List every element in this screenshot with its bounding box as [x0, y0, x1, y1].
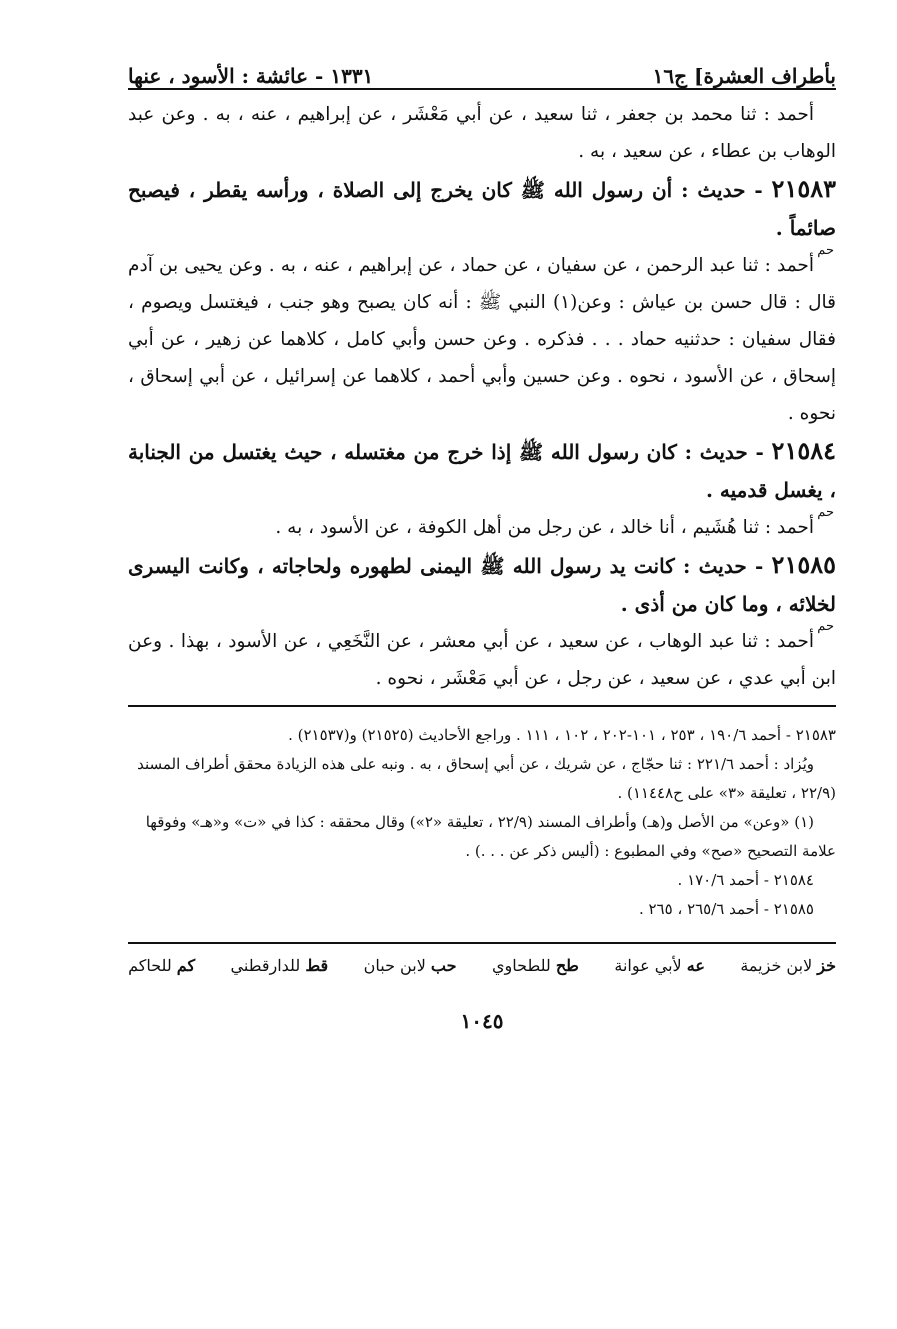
header-left: ١٣٣١ - عائشة : الأسود ، عنها [128, 64, 374, 88]
footnote: ٢١٥٨٥ - أحمد ٢٦٥/٦ ، ٢٦٥ . [638, 900, 814, 918]
page-number: ١٠٤٥ [460, 1009, 504, 1033]
paragraph: أحمد : ثنا عبد الرحمن ، عن سفيان ، عن حماد ، عن إبراهيم ، عنه ، به . وعن يحيى بن آدم قال : قال حسن بن عياش : وعن(١) النبي ﷺ : أنه كان يصبح وهو جنب ، فيغتسل ويصوم ، فقال سفيان : حدثنيه حماد . . . فذكره . وعن حسن وأبي كامل ، كلاهما عن زهير ، عن أبي إسحاق ، عن الأسود ، نحوه . وعن حسين وأبي أحمد ، كلاهما عن إسرائيل ، عن أبي إسحاق ، نحوه . [128, 255, 837, 424]
hadith-number: ٢١٥٨٤ [771, 436, 836, 465]
footnote: ويُزاد : أحمد ٢٢١/٦ : ثنا حجّاج ، عن شريك ، عن أبي إسحاق ، به . ونبه على هذه الزيادة محقق أطراف المسند (٢٢/٩ ، تعليقة «٣» على ح١١٤٤٨) . [137, 755, 836, 802]
legend-item: كم للحاكم [128, 956, 196, 975]
footnote: ٢١٥٨٣ - أحمد ١٩٠/٦ ، ٢٥٣ ، ١٠١-٢٠٢ ، ١٠٢ ، ١١١ . وراجع الأحاديث (٢١٥٢٥) و(٢١٥٣٧) . [288, 726, 836, 744]
paragraph: أحمد : ثنا هُشَيم ، أنا خالد ، عن رجل من أهل الكوفة ، عن الأسود ، به . [275, 517, 814, 538]
hadith-number: ٢١٥٨٣ [771, 174, 836, 203]
header-rule [128, 88, 836, 90]
footnote-rule [128, 705, 836, 707]
legend-item: حب لابن حبان [363, 956, 457, 975]
hadith-text: - حديث : كانت يد رسول الله ﷺ اليمنى لطهوره ولحاجاته ، وكانت اليسرى لخلائه ، وما كان من أذى . [128, 554, 836, 616]
hadith-entry: ٢١٥٨٣ - حديث : أن رسول الله ﷺ كان يخرج إلى الصلاة ، ورأسه يقطر ، فيصبح صائماً . حم [128, 174, 836, 258]
main-text [128, 96, 836, 697]
footnote: (١) «وعن» من الأصل و(هـ) وأطراف المسند (٢٢/٩ ، تعليقة «٢») وقال محققه : كذا في «ت» و«هـ» وفوقها علامة التصحيح «صح» وفي المطبوع : (أليس ذكر عن . . .) . [145, 813, 836, 860]
legend-item: خز لابن خزيمة [740, 956, 836, 975]
footnote: ٢١٥٨٤ - أحمد ١٧٠/٦ . [677, 871, 814, 889]
hadith-entry: ٢١٥٨٥ - حديث : كانت يد رسول الله ﷺ اليمنى لطهوره ولحاجاته ، وكانت اليسرى لخلائه ، وما كان من أذى . حم [128, 550, 836, 634]
running-header [128, 46, 836, 88]
footer-rule [128, 942, 836, 944]
hadith-text: - حديث : كان رسول الله ﷺ إذا خرج من مغتسله ، حيث يغتسل من الجنابة ، يغسل قدميه . [128, 440, 836, 502]
legend-item: قط للدارقطني [230, 956, 329, 975]
header-right: بأطراف العشرة] ج١٦ [652, 64, 836, 88]
legend-item: عه لأبي عوانة [614, 956, 705, 975]
hadith-number: ٢١٥٨٥ [771, 550, 836, 579]
hadith-text: - حديث : أن رسول الله ﷺ كان يخرج إلى الصلاة ، ورأسه يقطر ، فيصبح صائماً . [128, 178, 836, 240]
abbreviation-legend [128, 956, 836, 975]
footnotes [128, 721, 836, 924]
hadith-entry: ٢١٥٨٤ - حديث : كان رسول الله ﷺ إذا خرج من مغتسله ، حيث يغتسل من الجنابة ، يغسل قدميه . حم [128, 436, 836, 520]
legend-item: طح للطحاوي [491, 956, 579, 975]
paragraph: أحمد : ثنا محمد بن جعفر ، ثنا سعيد ، عن أبي مَعْشَر ، عن إبراهيم ، عنه ، به . وعن عبد الوهاب بن عطاء ، عن سعيد ، به . [128, 104, 836, 162]
paragraph: أحمد : ثنا عبد الوهاب ، عن سعيد ، عن أبي معشر ، عن النَّخَعِي ، عن الأسود ، بهذا . وعن ابن أبي عدي ، عن سعيد ، عن رجل ، عن أبي مَعْشَر ، نحوه . [128, 631, 836, 689]
document-page [128, 46, 836, 1033]
